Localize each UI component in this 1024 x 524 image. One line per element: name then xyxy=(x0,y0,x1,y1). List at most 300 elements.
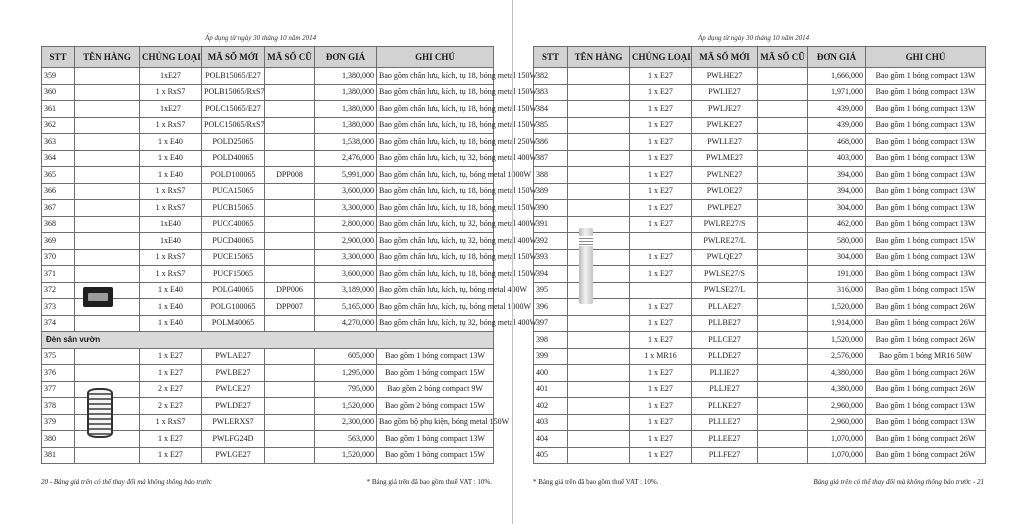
row-type: 1 x E27 xyxy=(630,299,692,316)
row-old-code xyxy=(758,398,808,415)
row-name xyxy=(75,84,140,101)
row-old-code xyxy=(265,249,315,266)
row-new-code: PUCD40065 xyxy=(202,233,265,250)
row-note: Bao gồm chấn lưu, kích, tụ 18, bóng metal 150W xyxy=(377,249,494,266)
row-note: Bao gồm 1 bóng compact 13W xyxy=(866,216,986,233)
table-row xyxy=(534,233,986,250)
row-type: 1 x E27 xyxy=(630,431,692,448)
row-old-code xyxy=(265,431,315,448)
footer-vat: * Bảng giá trên đã bao gồm thuế VAT : 10%. xyxy=(366,478,492,486)
row-old-code xyxy=(758,167,808,184)
footer-vat: * Bảng giá trên đã bao gồm thuế VAT : 10%. xyxy=(533,478,659,486)
row-type xyxy=(630,233,692,250)
section-title: Đèn sân vườn xyxy=(42,332,494,349)
header-type: CHỦNG LOẠI xyxy=(630,47,692,68)
row-note: Bao gồm 1 bóng MR16 50W xyxy=(866,348,986,365)
row-old-code xyxy=(265,398,315,415)
row-note: Bao gồm chấn lưu, kích, tụ 32, bóng metal 400W xyxy=(377,216,494,233)
row-price: 3,600,000 xyxy=(315,183,377,200)
row-name xyxy=(568,200,630,217)
row-stt: 367 xyxy=(42,200,75,217)
row-old-code xyxy=(758,68,808,85)
row-stt: 387 xyxy=(534,150,568,167)
table-row xyxy=(42,150,494,167)
row-stt: 395 xyxy=(534,282,568,299)
row-stt: 381 xyxy=(42,447,75,464)
row-type: 1 x RxS7 xyxy=(140,183,202,200)
row-name xyxy=(568,167,630,184)
row-note: Bao gồm 1 bóng compact 26W xyxy=(866,299,986,316)
row-old-code xyxy=(758,150,808,167)
table-row xyxy=(534,266,986,283)
row-name xyxy=(568,233,630,250)
garden-lantern-icon xyxy=(87,388,113,438)
row-new-code: PWLBE27 xyxy=(202,365,265,382)
table-row xyxy=(534,68,986,85)
row-price: 1,380,000 xyxy=(315,84,377,101)
row-price: 394,000 xyxy=(808,167,866,184)
row-name xyxy=(568,101,630,118)
table-row xyxy=(534,398,986,415)
row-name xyxy=(568,117,630,134)
row-new-code: POLM40065 xyxy=(202,315,265,332)
row-name xyxy=(75,365,140,382)
row-price: 1,520,000 xyxy=(315,398,377,415)
row-name xyxy=(568,134,630,151)
row-stt: 400 xyxy=(534,365,568,382)
row-stt: 385 xyxy=(534,117,568,134)
row-stt: 379 xyxy=(42,414,75,431)
header-old-code: MÃ SỐ CŨ xyxy=(265,47,315,68)
row-price: 439,000 xyxy=(808,101,866,118)
row-price: 2,576,000 xyxy=(808,348,866,365)
header-name: TÊN HÀNG xyxy=(75,47,140,68)
table-header xyxy=(534,47,986,68)
table-row xyxy=(534,315,986,332)
row-name xyxy=(568,84,630,101)
row-stt: 394 xyxy=(534,266,568,283)
row-type: 1 x E40 xyxy=(140,282,202,299)
row-old-code xyxy=(758,233,808,250)
row-type: 1 x RxS7 xyxy=(140,266,202,283)
row-note: Bao gồm 2 bóng compact 15W xyxy=(377,398,494,415)
row-note: Bao gồm 1 bóng compact 13W xyxy=(866,68,986,85)
row-name xyxy=(75,200,140,217)
row-new-code: PWLJE27 xyxy=(692,101,758,118)
row-name xyxy=(568,315,630,332)
row-old-code xyxy=(265,84,315,101)
header-type: CHỦNG LOẠI xyxy=(140,47,202,68)
row-old-code xyxy=(265,447,315,464)
row-stt: 405 xyxy=(534,447,568,464)
row-type: 1 x E40 xyxy=(140,134,202,151)
row-type: 1 x E27 xyxy=(630,183,692,200)
row-type: 1 x E40 xyxy=(140,315,202,332)
row-price: 304,000 xyxy=(808,249,866,266)
row-price: 5,165,000 xyxy=(315,299,377,316)
row-price: 1,520,000 xyxy=(315,447,377,464)
row-type: 1 x RxS7 xyxy=(140,200,202,217)
row-note: Bao gồm chấn lưu, kích, tụ 18, bóng metal 150W xyxy=(377,266,494,283)
row-note: Bao gồm chấn lưu, kích, tụ 18, bóng metal 150W xyxy=(377,84,494,101)
row-note: Bao gồm chấn lưu, kích, tụ 18, bóng metal 150W xyxy=(377,200,494,217)
row-price: 1,295,000 xyxy=(315,365,377,382)
table-row xyxy=(534,447,986,464)
row-type: 1 x E27 xyxy=(630,150,692,167)
row-type: 1xE27 xyxy=(140,68,202,85)
row-old-code xyxy=(265,101,315,118)
row-new-code: PLLLE27 xyxy=(692,414,758,431)
row-old-code: DPP008 xyxy=(265,167,315,184)
row-type: 1 x E27 xyxy=(630,134,692,151)
table-row xyxy=(42,249,494,266)
row-new-code: PWLKE27 xyxy=(692,117,758,134)
row-old-code: DPP007 xyxy=(265,299,315,316)
table-row xyxy=(42,84,494,101)
row-old-code xyxy=(265,381,315,398)
row-stt: 376 xyxy=(42,365,75,382)
row-name xyxy=(568,282,630,299)
row-type: 1 x E27 xyxy=(140,431,202,448)
row-name xyxy=(568,216,630,233)
row-new-code: PLLBE27 xyxy=(692,315,758,332)
table-header xyxy=(42,47,494,68)
table-row xyxy=(42,447,494,464)
row-new-code: PWLGE27 xyxy=(202,447,265,464)
row-price: 1,380,000 xyxy=(315,68,377,85)
row-old-code xyxy=(758,134,808,151)
row-price: 1,380,000 xyxy=(315,101,377,118)
row-name xyxy=(75,117,140,134)
row-stt: 389 xyxy=(534,183,568,200)
row-stt: 402 xyxy=(534,398,568,415)
row-stt: 362 xyxy=(42,117,75,134)
row-type: 1 x MR16 xyxy=(630,348,692,365)
table-row xyxy=(42,233,494,250)
header-price: ĐƠN GIÁ xyxy=(808,47,866,68)
row-type: 1 x E27 xyxy=(630,117,692,134)
row-new-code: PWLSE27/L xyxy=(692,282,758,299)
row-new-code: PLLFE27 xyxy=(692,447,758,464)
row-type: 1 x E27 xyxy=(140,348,202,365)
row-stt: 375 xyxy=(42,348,75,365)
row-type: 1 x RxS7 xyxy=(140,249,202,266)
table-row xyxy=(534,431,986,448)
row-type: 1 x E27 xyxy=(630,447,692,464)
row-stt: 371 xyxy=(42,266,75,283)
row-price: 563,000 xyxy=(315,431,377,448)
row-new-code: PWLOE27 xyxy=(692,183,758,200)
row-new-code: POLC15065/E27 xyxy=(202,101,265,118)
row-price: 2,960,000 xyxy=(808,414,866,431)
row-note: Bao gồm chấn lưu, kích, tụ 18, bóng metal 150W xyxy=(377,117,494,134)
row-stt: 364 xyxy=(42,150,75,167)
table-row xyxy=(42,348,494,365)
row-note: Bao gồm chấn lưu, kích, tụ, bóng metal 400W xyxy=(377,282,494,299)
row-old-code xyxy=(758,183,808,200)
table-row xyxy=(534,299,986,316)
row-type: 1xE40 xyxy=(140,233,202,250)
row-old-code xyxy=(758,348,808,365)
table-row xyxy=(534,365,986,382)
row-stt: 361 xyxy=(42,101,75,118)
row-price: 468,000 xyxy=(808,134,866,151)
row-old-code xyxy=(758,315,808,332)
header-new-code: MÃ SỐ MỚI xyxy=(692,47,758,68)
row-type: 1 x E27 xyxy=(630,365,692,382)
row-type: 1 x E27 xyxy=(630,84,692,101)
row-price: 403,000 xyxy=(808,150,866,167)
row-stt: 396 xyxy=(534,299,568,316)
row-type: 1 x E40 xyxy=(140,167,202,184)
row-old-code xyxy=(758,414,808,431)
row-old-code xyxy=(758,249,808,266)
row-note: Bao gồm 1 bóng compact 13W xyxy=(866,117,986,134)
header-note: GHI CHÚ xyxy=(377,47,494,68)
row-old-code xyxy=(265,414,315,431)
row-note: Bao gồm 1 bóng compact 26W xyxy=(866,315,986,332)
row-type: 1 x E27 xyxy=(630,68,692,85)
row-name xyxy=(568,299,630,316)
row-old-code xyxy=(758,431,808,448)
row-stt: 360 xyxy=(42,84,75,101)
row-stt: 382 xyxy=(534,68,568,85)
header-name: TÊN HÀNG xyxy=(568,47,630,68)
floodlight-icon xyxy=(83,287,113,307)
row-old-code xyxy=(758,332,808,349)
row-price: 1,380,000 xyxy=(315,117,377,134)
row-new-code: PWLLE27 xyxy=(692,134,758,151)
footer-note: Bảng giá trên có thể thay đổi mà không thông báo trước - 21 xyxy=(813,478,984,486)
row-price: 1,070,000 xyxy=(808,431,866,448)
row-new-code: PWLHE27 xyxy=(692,68,758,85)
row-name xyxy=(568,398,630,415)
price-table-right xyxy=(533,46,986,464)
row-price: 4,380,000 xyxy=(808,381,866,398)
row-type: 1 x E27 xyxy=(630,315,692,332)
row-price: 1,520,000 xyxy=(808,299,866,316)
row-note: Bao gồm chấn lưu, kích, tụ, bóng metal 1000W xyxy=(377,167,494,184)
row-type: 1 x E27 xyxy=(630,101,692,118)
row-stt: 372 xyxy=(42,282,75,299)
row-new-code: PUCC40065 xyxy=(202,216,265,233)
row-note: Bao gồm 1 bóng compact 13W xyxy=(866,167,986,184)
table-row xyxy=(42,266,494,283)
row-type: 1 x E27 xyxy=(630,381,692,398)
row-name xyxy=(568,150,630,167)
row-new-code: PWLDE27 xyxy=(202,398,265,415)
row-stt: 398 xyxy=(534,332,568,349)
row-old-code xyxy=(265,315,315,332)
table-row xyxy=(534,249,986,266)
row-new-code: POLG100065 xyxy=(202,299,265,316)
row-old-code xyxy=(758,381,808,398)
row-old-code xyxy=(758,84,808,101)
row-price: 4,380,000 xyxy=(808,365,866,382)
row-old-code xyxy=(758,117,808,134)
row-price: 3,300,000 xyxy=(315,249,377,266)
footer-note: 20 - Bảng giá trên có thể thay đổi mà không thông báo trước xyxy=(41,478,212,486)
header-stt: STT xyxy=(42,47,75,68)
row-type: 1 x E27 xyxy=(630,249,692,266)
row-name xyxy=(75,68,140,85)
row-name xyxy=(75,183,140,200)
row-price: 2,960,000 xyxy=(808,398,866,415)
table-row xyxy=(42,134,494,151)
row-new-code: PWLME27 xyxy=(692,150,758,167)
row-type: 1 x E27 xyxy=(630,200,692,217)
row-price: 5,991,000 xyxy=(315,167,377,184)
row-price: 1,070,000 xyxy=(808,447,866,464)
table-row xyxy=(42,183,494,200)
row-stt: 359 xyxy=(42,68,75,85)
row-name xyxy=(75,233,140,250)
row-name xyxy=(568,266,630,283)
row-type: 1 x RxS7 xyxy=(140,117,202,134)
row-price: 605,000 xyxy=(315,348,377,365)
effective-date: Áp dụng từ ngày 30 tháng 10 năm 2014 xyxy=(698,34,810,42)
row-note: Bao gồm chấn lưu, kích, tụ 32, bóng metal 400W xyxy=(377,150,494,167)
table-row xyxy=(42,216,494,233)
row-old-code xyxy=(758,216,808,233)
row-price: 394,000 xyxy=(808,183,866,200)
row-name xyxy=(568,365,630,382)
row-new-code: PUCB15065 xyxy=(202,200,265,217)
row-old-code xyxy=(758,101,808,118)
row-note: Bao gồm 1 bóng compact 13W xyxy=(866,101,986,118)
row-price: 1,914,000 xyxy=(808,315,866,332)
row-name xyxy=(568,332,630,349)
row-new-code: PLLDE27 xyxy=(692,348,758,365)
row-note: Bao gồm chấn lưu, kích, tụ 18, bóng metal 150W xyxy=(377,183,494,200)
row-name xyxy=(75,266,140,283)
row-new-code: PWLCE27 xyxy=(202,381,265,398)
row-stt: 363 xyxy=(42,134,75,151)
row-note: Bao gồm 1 bóng compact 15W xyxy=(866,233,986,250)
row-name xyxy=(75,101,140,118)
row-old-code xyxy=(265,117,315,134)
row-note: Bao gồm 1 bóng compact 13W xyxy=(866,266,986,283)
row-stt: 388 xyxy=(534,167,568,184)
row-stt: 399 xyxy=(534,348,568,365)
row-new-code: POLG40065 xyxy=(202,282,265,299)
row-stt: 365 xyxy=(42,167,75,184)
row-note: Bao gồm chấn lưu, kích, tụ, bóng metal 1000W xyxy=(377,299,494,316)
row-name xyxy=(568,447,630,464)
row-stt: 373 xyxy=(42,299,75,316)
row-new-code: PLLJE27 xyxy=(692,381,758,398)
row-note: Bao gồm 1 bóng compact 13W xyxy=(866,200,986,217)
row-new-code: POLD40065 xyxy=(202,150,265,167)
row-note: Bao gồm 2 bóng compact 9W xyxy=(377,381,494,398)
table-body xyxy=(534,68,986,464)
row-price: 2,800,000 xyxy=(315,216,377,233)
row-note: Bao gồm 1 bóng compact 13W xyxy=(866,84,986,101)
row-old-code xyxy=(758,447,808,464)
table-row xyxy=(534,216,986,233)
row-type: 1 x E27 xyxy=(630,216,692,233)
row-price: 1,971,000 xyxy=(808,84,866,101)
table-row xyxy=(534,381,986,398)
row-stt: 384 xyxy=(534,101,568,118)
row-new-code: POLC15065/RxS7 xyxy=(202,117,265,134)
bollard-light-icon xyxy=(579,228,593,304)
row-new-code: PLLIE27 xyxy=(692,365,758,382)
row-type: 1 x E27 xyxy=(630,398,692,415)
row-stt: 392 xyxy=(534,233,568,250)
row-price: 3,189,000 xyxy=(315,282,377,299)
row-note: Bao gồm 1 bóng compact 15W xyxy=(377,365,494,382)
header-price: ĐƠN GIÁ xyxy=(315,47,377,68)
row-note: Bao gồm 1 bóng compact 13W xyxy=(866,414,986,431)
row-note: Bao gồm 1 bóng compact 15W xyxy=(866,282,986,299)
row-stt: 386 xyxy=(534,134,568,151)
row-new-code: PWLIE27 xyxy=(692,84,758,101)
row-new-code: POLD25065 xyxy=(202,134,265,151)
row-stt: 370 xyxy=(42,249,75,266)
table-row xyxy=(42,68,494,85)
row-old-code xyxy=(758,299,808,316)
row-new-code: POLD100065 xyxy=(202,167,265,184)
row-type: 1 x E40 xyxy=(140,299,202,316)
right-page xyxy=(512,0,1024,524)
row-name xyxy=(75,315,140,332)
table-row xyxy=(534,84,986,101)
row-price: 439,000 xyxy=(808,117,866,134)
row-type: 1xE27 xyxy=(140,101,202,118)
row-new-code: PLLCE27 xyxy=(692,332,758,349)
row-name xyxy=(568,381,630,398)
row-new-code: PLLEE27 xyxy=(692,431,758,448)
row-note: Bao gồm 1 bóng compact 26W xyxy=(866,332,986,349)
row-name xyxy=(75,150,140,167)
row-new-code: PWLRE27/L xyxy=(692,233,758,250)
row-new-code: PWLNE27 xyxy=(692,167,758,184)
table-row xyxy=(42,315,494,332)
row-old-code xyxy=(758,365,808,382)
row-new-code: PUCE15065 xyxy=(202,249,265,266)
row-type: 1 x E27 xyxy=(140,365,202,382)
table-row xyxy=(534,282,986,299)
row-name xyxy=(75,348,140,365)
row-name xyxy=(75,216,140,233)
table-row xyxy=(534,117,986,134)
row-old-code xyxy=(758,200,808,217)
row-note: Bao gồm 1 bóng compact 13W xyxy=(866,134,986,151)
row-stt: 404 xyxy=(534,431,568,448)
row-new-code: PWLSE27/S xyxy=(692,266,758,283)
row-price: 191,000 xyxy=(808,266,866,283)
header-new-code: MÃ SỐ MỚI xyxy=(202,47,265,68)
row-price: 1,520,000 xyxy=(808,332,866,349)
table-row xyxy=(42,101,494,118)
row-old-code xyxy=(265,200,315,217)
row-old-code xyxy=(265,134,315,151)
row-note: Bao gồm 1 bóng compact 13W xyxy=(866,150,986,167)
row-name xyxy=(568,431,630,448)
row-note: Bao gồm chấn lưu, kích, tụ 18, bóng metal 150W xyxy=(377,68,494,85)
row-price: 2,300,000 xyxy=(315,414,377,431)
row-old-code xyxy=(265,150,315,167)
row-stt: 393 xyxy=(534,249,568,266)
row-type: 2 x E27 xyxy=(140,381,202,398)
table-row xyxy=(534,332,986,349)
row-stt: 374 xyxy=(42,315,75,332)
row-price: 580,000 xyxy=(808,233,866,250)
row-stt: 401 xyxy=(534,381,568,398)
row-name xyxy=(75,167,140,184)
row-type: 1 x E27 xyxy=(630,266,692,283)
